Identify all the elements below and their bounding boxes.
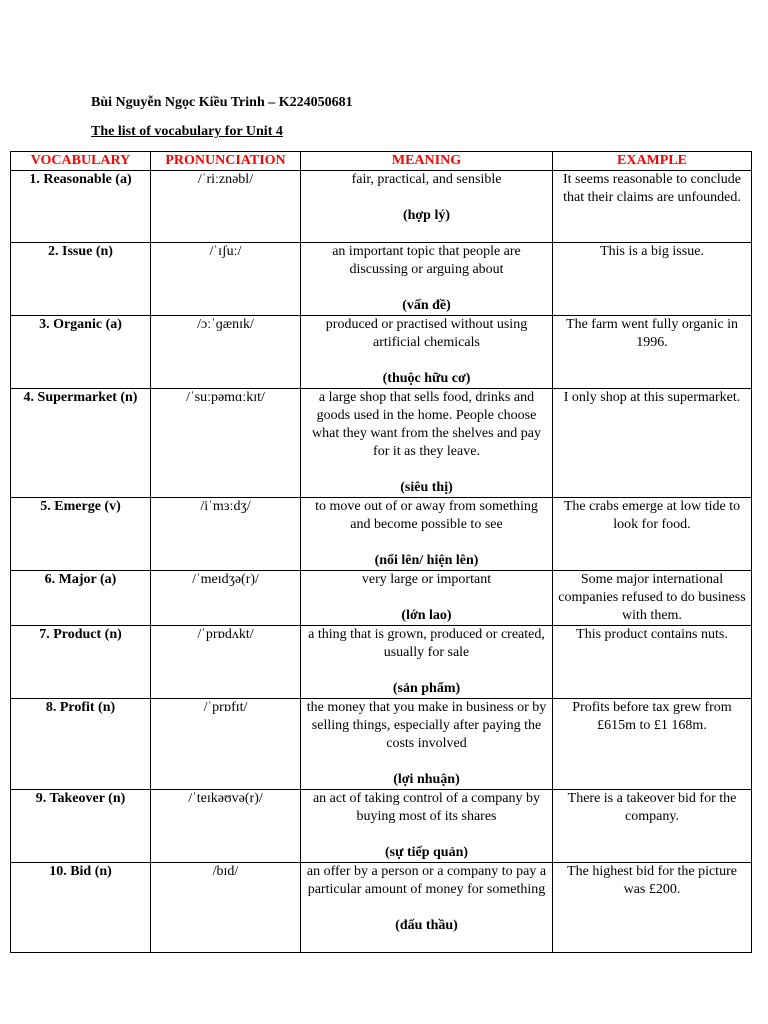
- table-row: [11, 571, 752, 626]
- vocab-meaning: the money that you make in business or by selling things, especially after paying the costs involved: [306, 700, 547, 751]
- vocab-meaning-cell: [301, 571, 553, 626]
- vocab-meaning: fair, practical, and sensible: [351, 172, 502, 187]
- document-title: The list of vocabulary for Unit 4: [91, 124, 283, 139]
- vocab-pronunciation: /ˈprɒdʌkt/: [151, 626, 301, 699]
- vocab-vietnamese: (siêu thị): [400, 480, 453, 495]
- vocab-meaning: an offer by a person or a company to pay a particular amount of money for something: [306, 864, 547, 897]
- vocab-example: The farm went fully organic in 1996.: [553, 316, 752, 389]
- vocab-pronunciation: /ˈteɪkəʊvə(r)/: [151, 790, 301, 863]
- vocab-word: 8. Profit (n): [11, 699, 151, 790]
- column-header-example: EXAMPLE: [553, 152, 752, 171]
- vocab-meaning: an act of taking control of a company by buying most of its shares: [312, 791, 541, 824]
- vocab-pronunciation: /bɪd/: [151, 863, 301, 953]
- vocab-example: Some major international companies refused to do business with them.: [553, 571, 752, 626]
- vocab-meaning-cell: [301, 863, 553, 953]
- vocab-pronunciation: /ˈmeɪdʒə(r)/: [151, 571, 301, 626]
- vocab-example: I only shop at this supermarket.: [553, 389, 752, 498]
- vocab-example: This is a big issue.: [553, 243, 752, 316]
- vocab-meaning: an important topic that people are discussing or arguing about: [332, 244, 521, 277]
- vocab-meaning-cell: [301, 243, 553, 316]
- vocab-example: Profits before tax grew from £615m to £1 168m.: [553, 699, 752, 790]
- vocab-meaning: to move out of or away from something and become possible to see: [315, 499, 538, 532]
- vocab-vietnamese: (thuộc hữu cơ): [382, 371, 471, 386]
- table-row: [11, 790, 752, 863]
- vocab-example: It seems reasonable to conclude that their claims are unfounded.: [553, 171, 752, 243]
- vocab-pronunciation: /ˈprɒfɪt/: [151, 699, 301, 790]
- vocab-pronunciation: /ˈɪʃuː/: [151, 243, 301, 316]
- vocab-vietnamese: (vấn đề): [402, 298, 451, 313]
- vocab-example: There is a takeover bid for the company.: [553, 790, 752, 863]
- vocab-meaning: produced or practised without using artificial chemicals: [325, 317, 528, 350]
- table-row: [11, 498, 752, 571]
- vocab-pronunciation: /ɔːˈɡænɪk/: [151, 316, 301, 389]
- vocab-vietnamese: (sản phẩm): [392, 681, 461, 696]
- vocab-meaning-cell: [301, 626, 553, 699]
- vocab-pronunciation: /ˈriːznəbl/: [151, 171, 301, 243]
- vocab-meaning-cell: [301, 790, 553, 863]
- table-row: [11, 171, 752, 243]
- column-header-meaning: MEANING: [301, 152, 553, 171]
- table-row: [11, 626, 752, 699]
- vocab-meaning: a large shop that sells food, drinks and goods used in the home. People choose what they want from the shelves and pay for it as they leave.: [312, 390, 541, 459]
- table-row: [11, 699, 752, 790]
- vocab-pronunciation: /iˈmɜːdʒ/: [151, 498, 301, 571]
- vocabulary-table: [10, 151, 752, 953]
- vocab-meaning-cell: [301, 389, 553, 498]
- column-header-pronunciation: PRONUNCIATION: [151, 152, 301, 171]
- vocab-word: 9. Takeover (n): [11, 790, 151, 863]
- vocab-word: 4. Supermarket (n): [11, 389, 151, 498]
- vocab-example: This product contains nuts.: [553, 626, 752, 699]
- vocab-meaning-cell: [301, 699, 553, 790]
- vocab-vietnamese: (lợi nhuận): [393, 772, 460, 787]
- table-row: [11, 863, 752, 953]
- vocab-vietnamese: (nổi lên/ hiện lên): [374, 553, 479, 568]
- vocab-pronunciation: /ˈsuːpəmɑːkɪt/: [151, 389, 301, 498]
- vocab-meaning-cell: [301, 171, 553, 243]
- table-header-row: [11, 152, 752, 171]
- vocab-word: 2. Issue (n): [11, 243, 151, 316]
- vocab-word: 5. Emerge (v): [11, 498, 151, 571]
- vocab-meaning: very large or important: [361, 572, 492, 587]
- vocab-word: 10. Bid (n): [11, 863, 151, 953]
- table-row: [11, 316, 752, 389]
- vocab-word: 6. Major (a): [11, 571, 151, 626]
- vocab-meaning: a thing that is grown, produced or created, usually for sale: [308, 627, 545, 660]
- table-row: [11, 389, 752, 498]
- table-row: [11, 243, 752, 316]
- vocab-meaning-cell: [301, 316, 553, 389]
- vocab-word: 1. Reasonable (a): [11, 171, 151, 243]
- vocab-word: 3. Organic (a): [11, 316, 151, 389]
- author-line: Bùi Nguyễn Ngọc Kiều Trinh – K224050681: [91, 95, 353, 110]
- vocab-example: The crabs emerge at low tide to look for food.: [553, 498, 752, 571]
- column-header-vocabulary: VOCABULARY: [11, 152, 151, 171]
- vocab-vietnamese: (hợp lý): [402, 208, 451, 223]
- vocab-vietnamese: (sự tiếp quản): [384, 845, 469, 860]
- vocab-vietnamese: (đấu thầu): [395, 918, 458, 933]
- vocab-vietnamese: (lớn lao): [401, 608, 452, 623]
- vocab-word: 7. Product (n): [11, 626, 151, 699]
- vocab-meaning-cell: [301, 498, 553, 571]
- vocab-example: The highest bid for the picture was £200.: [553, 863, 752, 953]
